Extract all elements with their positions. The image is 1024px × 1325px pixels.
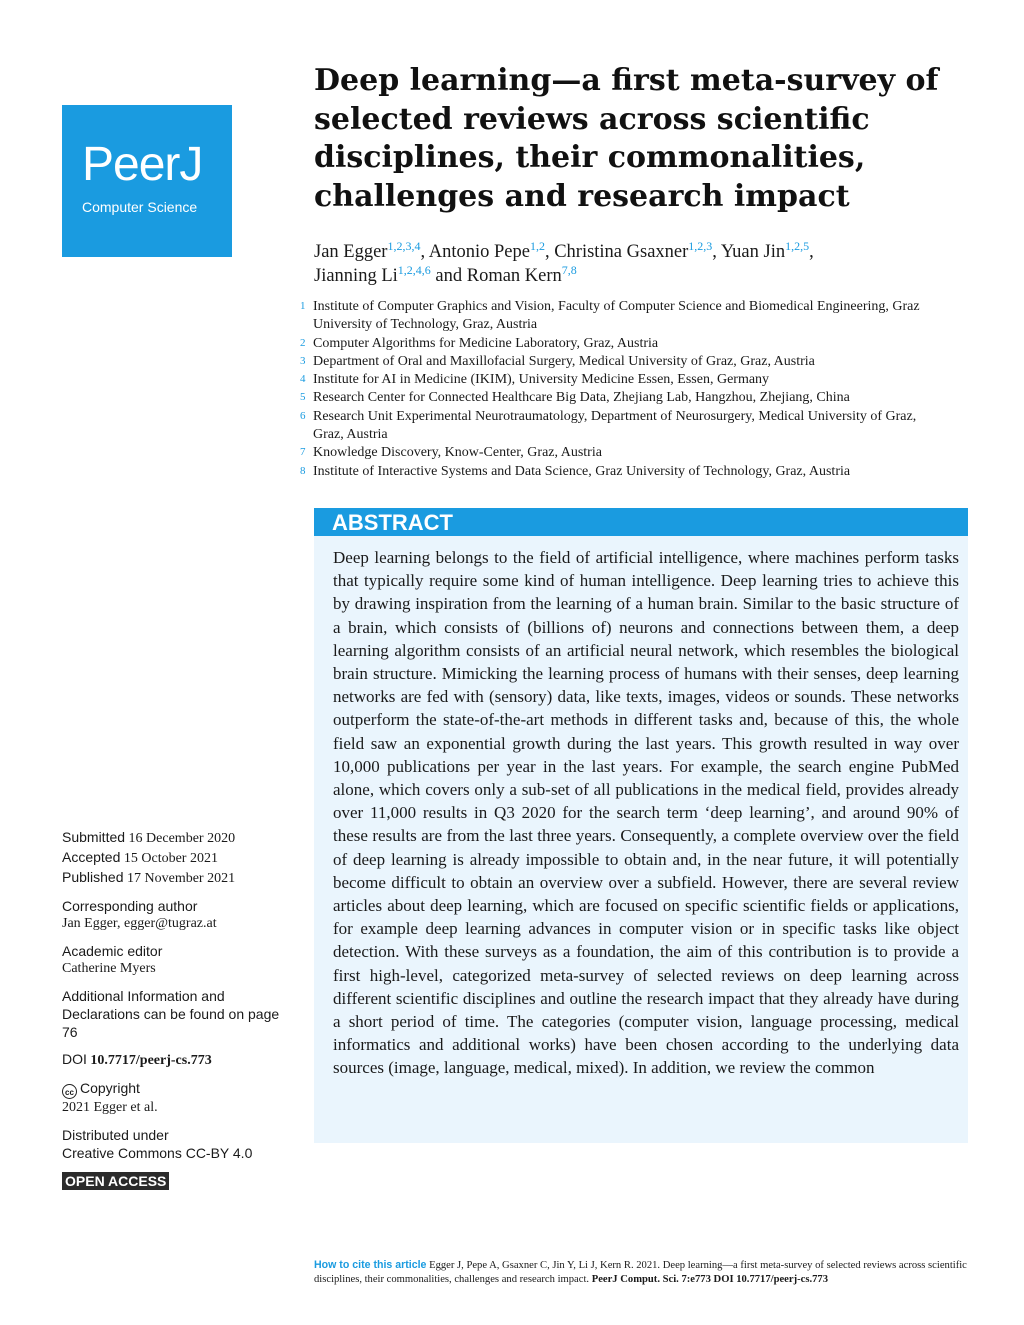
doi-label: DOI — [62, 1051, 87, 1067]
affiliation-text: Department of Oral and Maxillofacial Surgery, Medical University of Graz, Graz, Austria — [313, 353, 815, 369]
submitted-date: 16 December 2020 — [128, 831, 236, 846]
accepted-label: Accepted — [62, 849, 121, 865]
citation-text: Egger J, Pepe A, Gsaxner C, Jin Y, Li J, Kern R. 2021. Deep learning—a first meta-survey of selected reviews across scientific disciplines, their commonalities, challenges and research impact. — [314, 1260, 967, 1285]
article-info-sidebar — [62, 828, 282, 1171]
affiliation-text: Computer Algorithms for Medicine Laboratory, Graz, Austria — [313, 335, 659, 351]
paper-title: Deep learning—a first meta-survey of selected reviews across scientific disciplines, their commonalities, challenges and research impact — [314, 63, 939, 214]
abstract-body: Deep learning belongs to the field of artificial intelligence, where machines perform tasks that typically require some kind of human intelligence. Deep learning tries to achieve this by drawing inspiration from the learning of a human brain. Similar to the basic structure of a brain, which consists of (billions of) neurons and connections between them, a deep learning algorithm consists of an artificial neural network, which resembles the biological brain structure. Mimicking the learning process of humans with their senses, deep learning networks are fed with (sensory) data, like texts, images, videos or sounds. These networks outperform the state-of-the-art methods in different tasks and, because of this, the whole field saw an exponential growth during the last years. This growth resulted in way over 10,000 publications per year in the last years. For example, the search engine PubMed alone, which covers only a sub-set of all publications in the medical field, provides already over 11,000 results in Q3 2020 for the search term ‘deep learning’, and around 90% of these results are from the last three years. Consequently, a complete overview over the field of deep learning is already impossible to obtain and, in the near future, it will potentially become difficult to obtain an overview over a subfield. However, there are several review articles about deep learning, which are focused on specific scientific fields or applications, for example deep learning advances in computer vision or in specific tasks like object detection. With these surveys as a foundation, the aim of this contribution is to provide a first high-level, categorized meta-survey of selected reviews on deep learning across different scientific disciplines and outline the research impact that they already have during a short period of time. The categories (computer vision, language processing, medical informatics and additional works) have been chosen according to the underlying data sources (image, language, medical, mixed). In addition, we review the common — [333, 548, 959, 1078]
author-name: Antonio Pepe — [428, 242, 530, 262]
affiliation-item — [300, 444, 940, 462]
affiliation-text: Knowledge Discovery, Know-Center, Graz, Austria — [313, 445, 602, 461]
license-link[interactable]: Creative Commons CC-BY 4.0 — [62, 1145, 253, 1161]
copyright-value: 2021 Egger et al. — [62, 1100, 158, 1115]
open-access-badge: OPEN ACCESS — [62, 1172, 169, 1190]
author-affiliation-ref: 1,2,3 — [688, 239, 713, 253]
affiliation-item — [300, 408, 940, 445]
affiliation-number: 1 — [300, 300, 306, 312]
author-name: Jan Egger — [314, 242, 388, 262]
copyright-label: Copyright — [80, 1080, 140, 1096]
peerj-logo — [62, 105, 232, 257]
affiliation-text: Institute of Computer Graphics and Vision, Faculty of Computer Science and Biomedical Engineering, Graz University of Technology, Graz, Austria — [313, 299, 920, 333]
author-affiliation-ref: 1,2 — [529, 239, 545, 253]
author-name: Christina Gsaxner — [554, 242, 689, 262]
affiliation-text: Research Center for Connected Healthcare Big Data, Zhejiang Lab, Hangzhou, Zhejiang, China — [313, 390, 850, 406]
author-affiliation-ref: 1,2,3,4 — [387, 239, 421, 253]
citation-doi[interactable]: DOI 10.7717/peerj-cs.773 — [713, 1274, 828, 1285]
citation-journal: PeerJ Comput. Sci. — [591, 1274, 679, 1285]
logo-wordmark: PeerJ — [82, 138, 203, 191]
affiliation-number: 8 — [300, 464, 306, 477]
doi-block — [62, 1050, 282, 1070]
author-name: Yuan Jin — [720, 242, 786, 262]
affiliation-item — [300, 335, 940, 353]
citation-footer — [314, 1258, 974, 1287]
affiliation-number: 4 — [300, 373, 306, 386]
corresponding-author-value[interactable]: Jan Egger, egger@tugraz.at — [62, 916, 217, 931]
author-name: Roman Kern — [466, 266, 562, 286]
submitted-label: Submitted — [62, 829, 126, 845]
license-line-1: Distributed under — [62, 1127, 169, 1143]
affiliation-number: 7 — [300, 446, 306, 459]
citation-volume: 7:e773 — [681, 1274, 711, 1285]
academic-editor-block — [62, 942, 282, 978]
author-separator: , — [809, 242, 814, 262]
author-name: Jianning Li — [314, 266, 398, 286]
author-separator: , — [544, 242, 555, 262]
affiliation-list — [300, 298, 940, 481]
logo-subtitle: Computer Science — [82, 199, 198, 215]
affiliation-text: Research Unit Experimental Neurotraumatology, Department of Neurosurgery, Medical University of Graz, Graz, Austria — [313, 408, 917, 443]
published-label: Published — [62, 869, 124, 885]
affiliation-number: 6 — [300, 409, 306, 422]
accepted-date: 15 October 2021 — [123, 851, 218, 866]
author-list — [314, 240, 934, 288]
abstract-heading: ABSTRACT — [314, 508, 968, 536]
affiliation-number: 2 — [300, 336, 306, 349]
affiliation-text: Institute of Interactive Systems and Data Science, Graz University of Technology, Graz, Austria — [313, 463, 851, 479]
author-affiliation-ref: 1,2,5 — [785, 239, 810, 253]
affiliation-item — [300, 389, 940, 407]
corresponding-author-block — [62, 897, 282, 933]
dates-block — [62, 828, 282, 888]
affiliation-text: Institute for AI in Medicine (IKIM), University Medicine Essen, Essen, Germany — [313, 372, 770, 388]
affiliation-item — [300, 353, 940, 371]
affiliation-number: 5 — [300, 391, 306, 404]
affiliation-number: 3 — [300, 354, 306, 367]
author-separator: , — [420, 242, 429, 262]
affiliation-item — [300, 371, 940, 389]
affiliation-item — [300, 298, 940, 335]
abstract-panel — [314, 508, 968, 1143]
academic-editor-value: Catherine Myers — [62, 961, 156, 976]
author-separator: and — [430, 266, 467, 286]
doi-link[interactable]: 10.7717/peerj-cs.773 — [90, 1053, 212, 1068]
additional-information-link[interactable]: Additional Information and Declarations can be found on page 76 — [62, 988, 280, 1040]
citation-label: How to cite this article — [314, 1259, 427, 1271]
author-affiliation-ref: 7,8 — [561, 263, 577, 277]
published-date: 17 November 2021 — [127, 871, 236, 886]
academic-editor-label: Academic editor — [62, 943, 163, 959]
creative-commons-icon: cc — [62, 1084, 77, 1099]
affiliation-item — [300, 463, 940, 481]
author-affiliation-ref: 1,2,4,6 — [397, 263, 431, 277]
copyright-block — [62, 1079, 282, 1117]
license-block — [62, 1126, 282, 1162]
corresponding-author-label: Corresponding author — [62, 898, 198, 914]
author-separator: , — [712, 242, 721, 262]
